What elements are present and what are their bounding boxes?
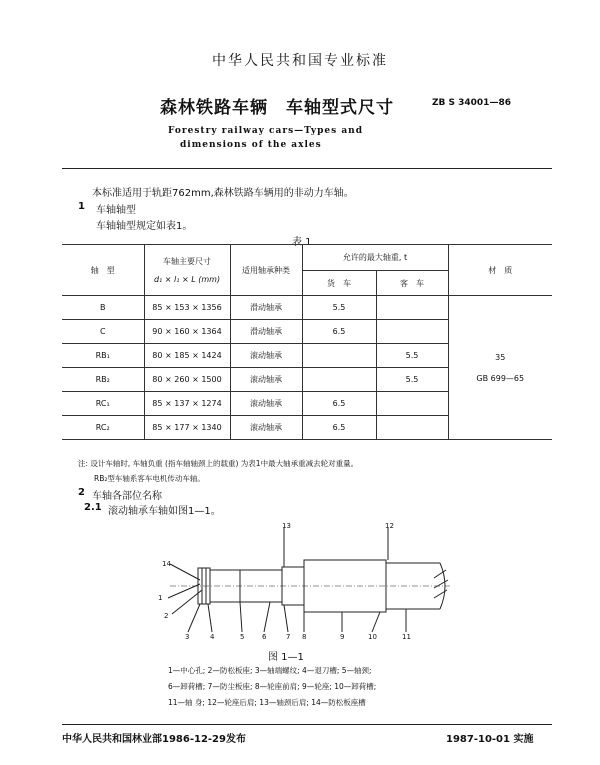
section-2-1-text: 滚动轴承车轴如图1—1。 bbox=[108, 506, 221, 517]
header-axle-type: 轴 型 bbox=[62, 245, 144, 296]
cell-type: RB₂ bbox=[62, 368, 144, 392]
org-line: 中华人民共和国专业标准 bbox=[212, 53, 388, 69]
header-dimensions-formula: d₁ × l₁ × L (mm) bbox=[153, 275, 221, 284]
header-dimensions-label: 车轴主要尺寸 bbox=[163, 257, 211, 266]
callout-13: 13 bbox=[282, 522, 291, 530]
cell-type: RB₁ bbox=[62, 344, 144, 368]
cell-dims: 80 × 185 × 1424 bbox=[144, 344, 230, 368]
cell-dims: 85 × 137 × 1274 bbox=[144, 392, 230, 416]
figure-caption: 图 1—1 bbox=[268, 652, 304, 663]
callout-12: 12 bbox=[385, 522, 394, 530]
cell-passenger: 5.5 bbox=[376, 344, 448, 368]
title-en-line1: Forestry railway cars—Types and bbox=[168, 126, 363, 136]
header-bearing: 适用轴承种类 bbox=[230, 245, 302, 296]
cell-bearing: 滑动轴承 bbox=[230, 296, 302, 320]
cell-passenger bbox=[376, 320, 448, 344]
callout-14: 14 bbox=[162, 560, 171, 568]
section-1-text: 车轴轴型规定如表1。 bbox=[96, 221, 193, 232]
issuer-line: 中华人民共和国林业部1986-12-29发布 bbox=[62, 734, 246, 745]
header-max-load: 允许的最大轴重, t bbox=[302, 245, 448, 271]
effective-date: 1987-10-01 实施 bbox=[446, 734, 534, 745]
axle-type-table bbox=[62, 244, 552, 440]
header-divider bbox=[62, 168, 552, 169]
cell-passenger bbox=[376, 392, 448, 416]
section-2-title: 车轴各部位名称 bbox=[92, 491, 162, 502]
callout-1: 1 bbox=[158, 594, 163, 602]
material-grade: 35 bbox=[495, 352, 506, 362]
axle-drawing bbox=[150, 518, 460, 646]
cell-type: B bbox=[62, 296, 144, 320]
scope-text: 本标准适用于轨距762mm,森林铁路车辆用的非动力车轴。 bbox=[92, 188, 354, 199]
header-material: 材 质 bbox=[448, 245, 552, 296]
cell-dims: 90 × 160 × 1364 bbox=[144, 320, 230, 344]
section-2-1-number: 2.1 bbox=[84, 502, 102, 513]
cell-freight: 6.5 bbox=[302, 392, 376, 416]
cell-type: RC₂ bbox=[62, 416, 144, 440]
table-row bbox=[62, 296, 552, 320]
cell-type: RC₁ bbox=[62, 392, 144, 416]
header-dimensions bbox=[144, 245, 230, 296]
callout-9: 9 bbox=[340, 633, 345, 641]
figure-legend-3: 11—轴 身; 12—轮座后肩; 13—轴颈后肩; 14—防松板座槽 bbox=[168, 698, 366, 707]
callout-3: 3 bbox=[185, 633, 190, 641]
cell-dims: 80 × 260 × 1500 bbox=[144, 368, 230, 392]
section-2-number: 2 bbox=[78, 487, 85, 498]
callout-6: 6 bbox=[262, 633, 267, 641]
cell-bearing: 滚动轴承 bbox=[230, 416, 302, 440]
figure-legend-2: 6—卸荷槽; 7—防尘板座; 8—轮座前肩; 9—轮座; 10—卸荷槽; bbox=[168, 682, 377, 691]
cell-passenger: 5.5 bbox=[376, 368, 448, 392]
cell-freight bbox=[302, 344, 376, 368]
cell-freight: 6.5 bbox=[302, 416, 376, 440]
cell-material bbox=[448, 296, 552, 440]
material-standard: GB 699—65 bbox=[476, 373, 525, 383]
cell-type: C bbox=[62, 320, 144, 344]
cell-freight: 5.5 bbox=[302, 296, 376, 320]
cell-bearing: 滚动轴承 bbox=[230, 368, 302, 392]
table-note-1: 注: 设计车轴时, 车轴负重 (指车轴轴颈上的载重) 为表1中最大轴承重减去轮对重量。 bbox=[78, 459, 359, 468]
callout-11: 11 bbox=[402, 633, 411, 641]
figure-legend-1: 1—中心孔; 2—防松板座; 3—轴端螺纹; 4—退刀槽; 5—轴颈; bbox=[168, 666, 372, 675]
cell-bearing: 滚动轴承 bbox=[230, 392, 302, 416]
standard-code: ZB S 34001—86 bbox=[432, 98, 511, 108]
cell-passenger bbox=[376, 296, 448, 320]
callout-10: 10 bbox=[368, 633, 377, 641]
cell-bearing: 滑动轴承 bbox=[230, 320, 302, 344]
title-en-line2: dimensions of the axles bbox=[180, 140, 322, 150]
cell-bearing: 滚动轴承 bbox=[230, 344, 302, 368]
header-passenger: 客 车 bbox=[376, 271, 448, 296]
callout-5: 5 bbox=[240, 633, 245, 641]
callout-2: 2 bbox=[164, 612, 169, 620]
table-caption: 表 1 bbox=[292, 237, 312, 248]
callout-8: 8 bbox=[302, 633, 307, 641]
title-cn: 森林铁路车辆 车轴型式尺寸 bbox=[160, 98, 394, 118]
callout-4: 4 bbox=[210, 633, 215, 641]
header-freight: 货 车 bbox=[302, 271, 376, 296]
table-note-2: RB₂型车轴系客车电机传动车轴。 bbox=[94, 474, 205, 483]
section-1-title: 车轴轴型 bbox=[96, 205, 136, 216]
cell-freight bbox=[302, 368, 376, 392]
section-1-number: 1 bbox=[78, 201, 85, 212]
cell-dims: 85 × 153 × 1356 bbox=[144, 296, 230, 320]
callout-7: 7 bbox=[286, 633, 291, 641]
cell-dims: 85 × 177 × 1340 bbox=[144, 416, 230, 440]
cell-freight: 6.5 bbox=[302, 320, 376, 344]
cell-passenger bbox=[376, 416, 448, 440]
footer-divider bbox=[62, 724, 552, 725]
